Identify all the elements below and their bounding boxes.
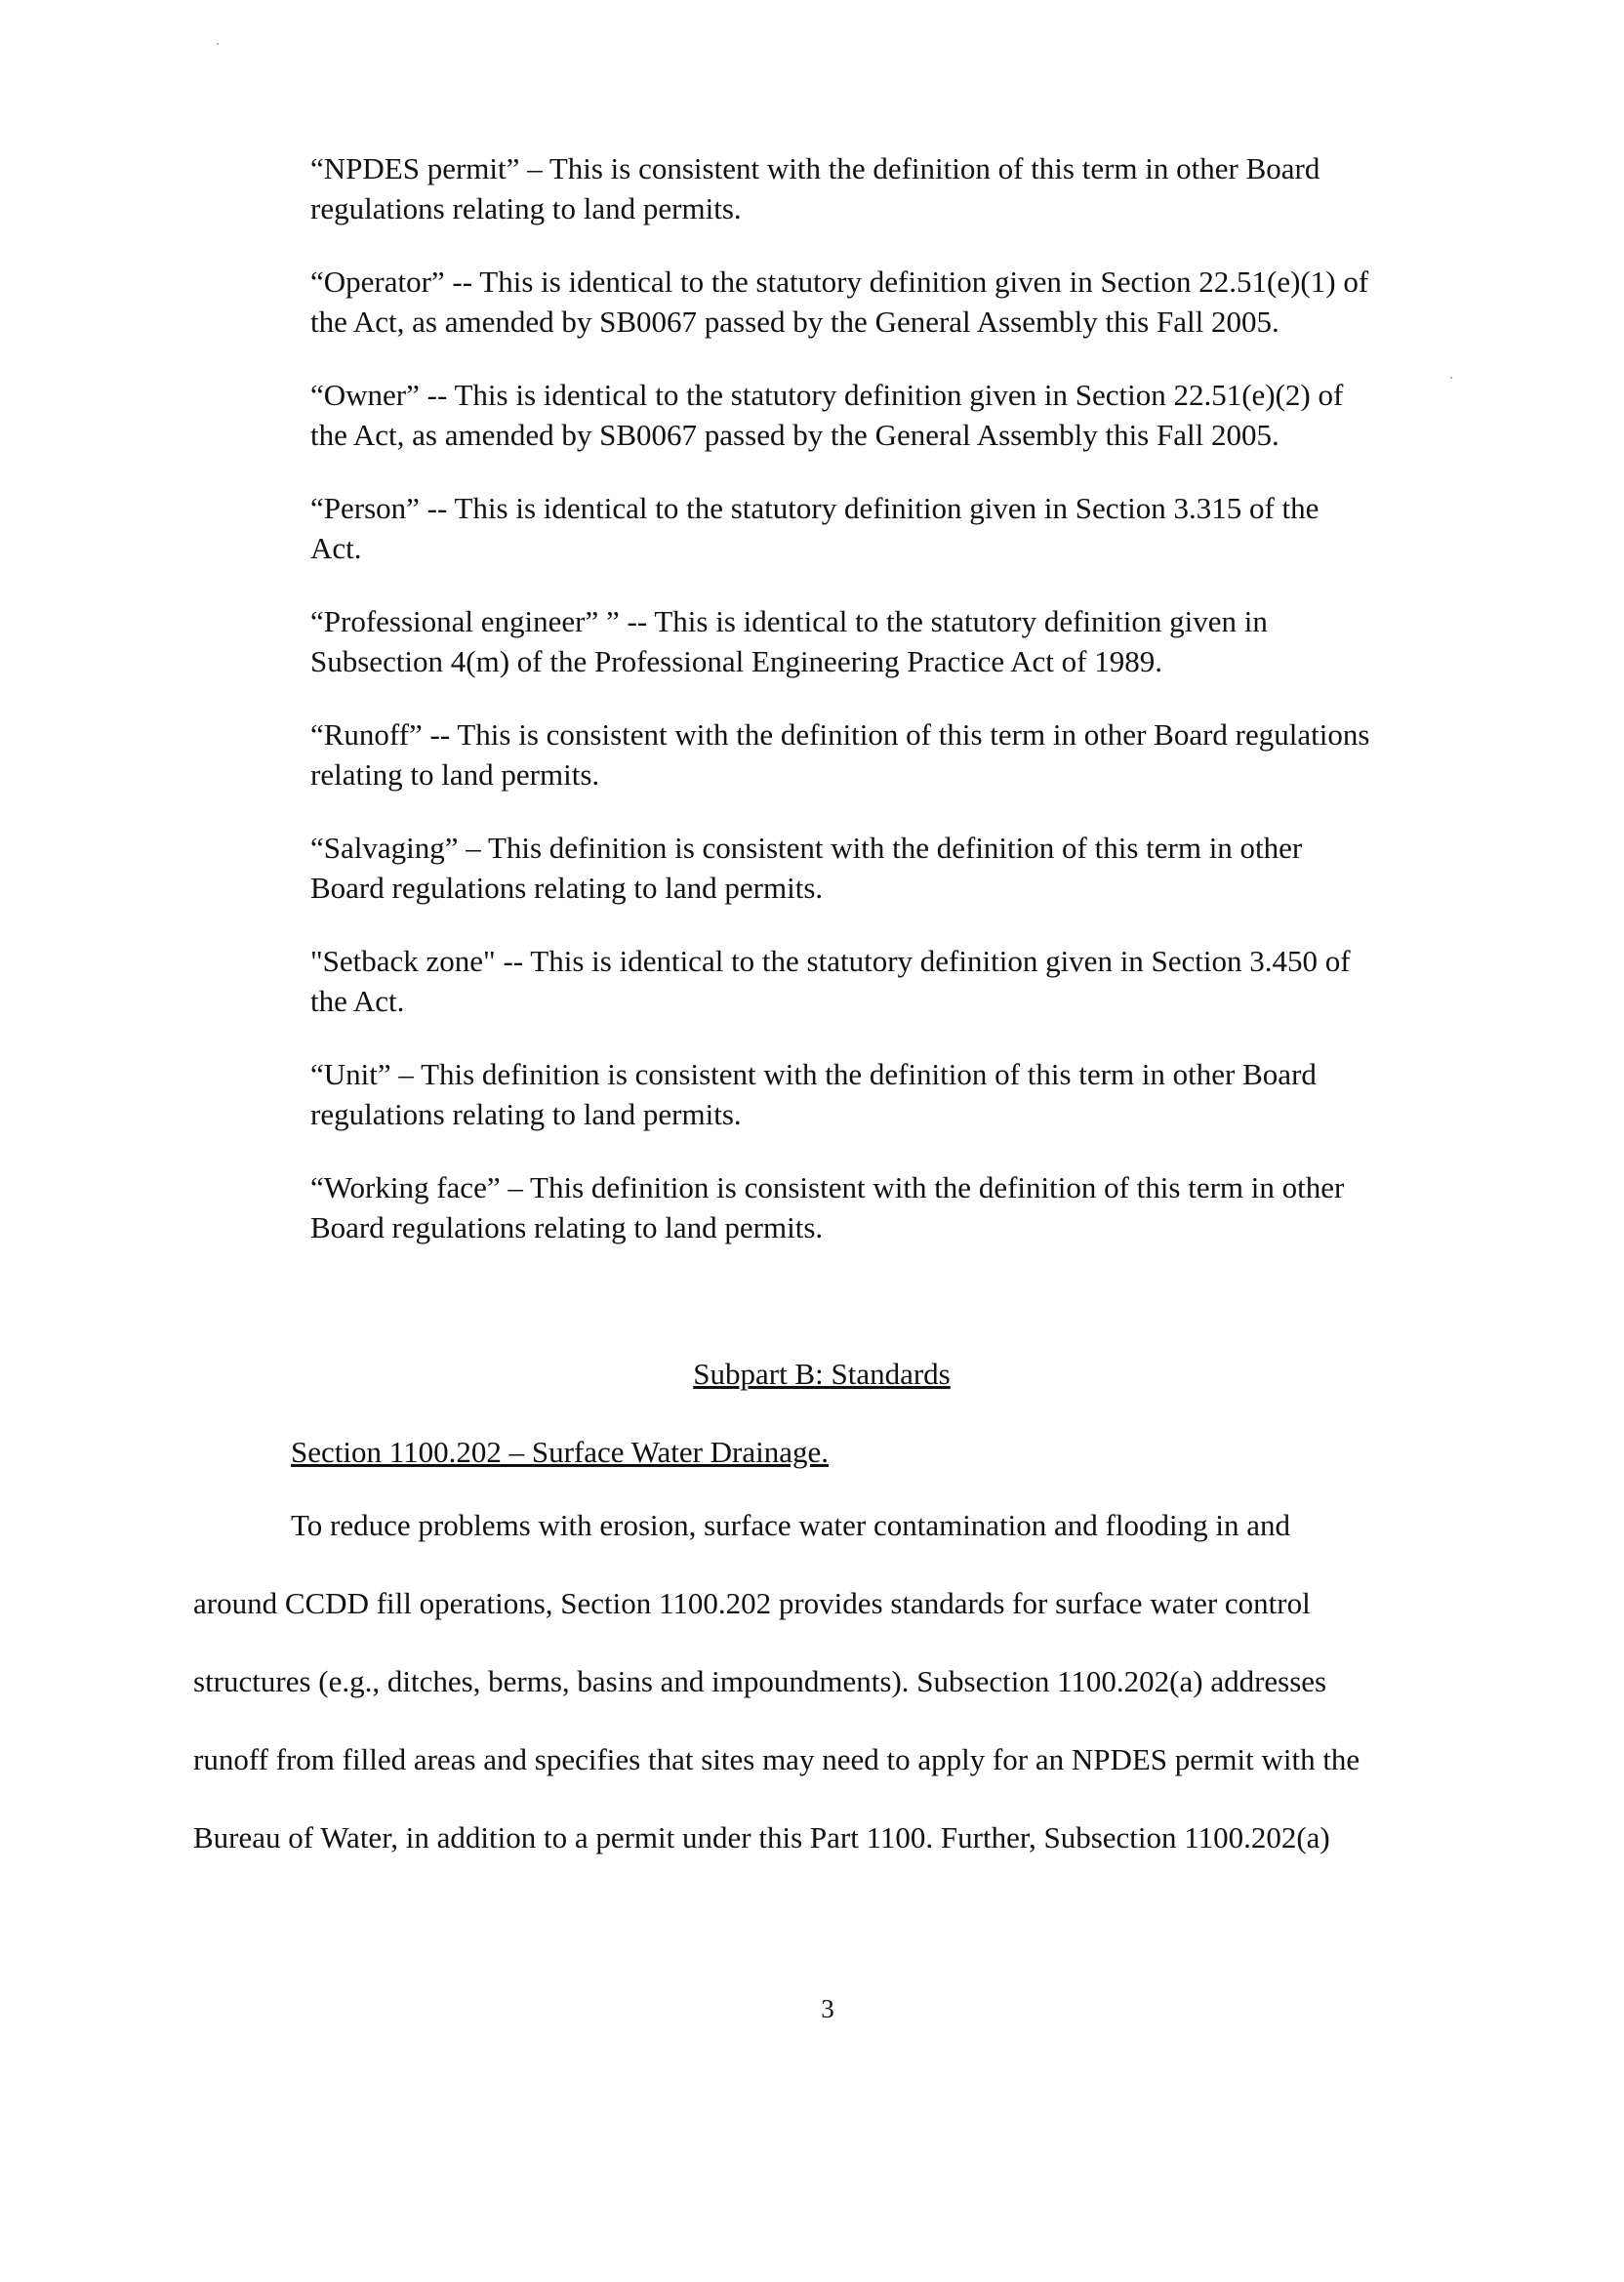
definition-working-face bbox=[310, 1167, 1482, 1247]
definition-unit bbox=[310, 1054, 1482, 1134]
body-text-line: runoff from filled areas and specifies that sites may need to apply for an NPDES permit with the bbox=[193, 1742, 1360, 1776]
definition-line: the Act. bbox=[310, 984, 405, 1018]
definition-runoff bbox=[310, 714, 1482, 795]
definition-line: “Working face” – This definition is consistent with the definition of this term in other bbox=[310, 1170, 1345, 1204]
section-heading: Section 1100.202 – Surface Water Drainage. bbox=[291, 1435, 830, 1469]
definition-line: the Act, as amended by SB0067 passed by the General Assembly this Fall 2005. bbox=[310, 305, 1279, 339]
definition-line: “Runoff” -- This is consistent with the definition of this term in other Board regulations bbox=[310, 717, 1370, 752]
definition-line: Subsection 4(m) of the Professional Engineering Practice Act of 1989. bbox=[310, 644, 1162, 678]
definition-line: Board regulations relating to land permits. bbox=[310, 1210, 824, 1244]
definition-line: “Operator” -- This is identical to the statutory definition given in Section 22.51(e)(1) of bbox=[310, 265, 1369, 299]
definition-line: Board regulations relating to land permits. bbox=[310, 871, 824, 905]
body-text-line: To reduce problems with erosion, surface water contamination and flooding in and bbox=[291, 1508, 1290, 1542]
definition-person bbox=[310, 488, 1482, 568]
definition-line: "Setback zone" -- This is identical to the statutory definition given in Section 3.450 of bbox=[310, 944, 1351, 978]
definition-line: “Unit” – This definition is consistent with the definition of this term in other Board bbox=[310, 1057, 1317, 1091]
body-text-line: around CCDD fill operations, Section 1100.202 provides standards for surface water control bbox=[193, 1586, 1311, 1620]
definition-line: “Person” -- This is identical to the statutory definition given in Section 3.315 of the bbox=[310, 491, 1320, 525]
definition-operator bbox=[310, 262, 1482, 342]
definition-line: relating to land permits. bbox=[310, 757, 600, 792]
definition-line: regulations relating to land permits. bbox=[310, 191, 742, 225]
definition-salvaging bbox=[310, 828, 1482, 908]
page-number: 3 bbox=[821, 1994, 834, 2023]
definition-owner bbox=[310, 375, 1482, 455]
subpart-heading: Subpart B: Standards bbox=[693, 1357, 951, 1391]
definition-line: Act. bbox=[310, 531, 362, 565]
definition-line: “Professional engineer” ” -- This is identical to the statutory definition given in bbox=[310, 604, 1268, 638]
definition-line: “Owner” -- This is identical to the statutory definition given in Section 22.51(e)(2) of bbox=[310, 378, 1344, 412]
definition-setback-zone bbox=[310, 941, 1482, 1021]
definition-line: the Act, as amended by SB0067 passed by the General Assembly this Fall 2005. bbox=[310, 418, 1279, 452]
definition-npdes-permit bbox=[310, 148, 1482, 228]
definition-line: “NPDES permit” – This is consistent with the definition of this term in other Board bbox=[310, 151, 1320, 185]
body-text-line: structures (e.g., ditches, berms, basins and impoundments). Subsection 1100.202(a) addresses bbox=[193, 1664, 1327, 1698]
definition-line: “Salvaging” – This definition is consistent with the definition of this term in other bbox=[310, 831, 1303, 865]
scan-speck bbox=[217, 43, 219, 45]
definition-line: regulations relating to land permits. bbox=[310, 1097, 742, 1131]
body-text-line: Bureau of Water, in addition to a permit under this Part 1100. Further, Subsection 1100.202(a) bbox=[193, 1820, 1330, 1854]
definition-professional-engineer bbox=[310, 601, 1482, 681]
